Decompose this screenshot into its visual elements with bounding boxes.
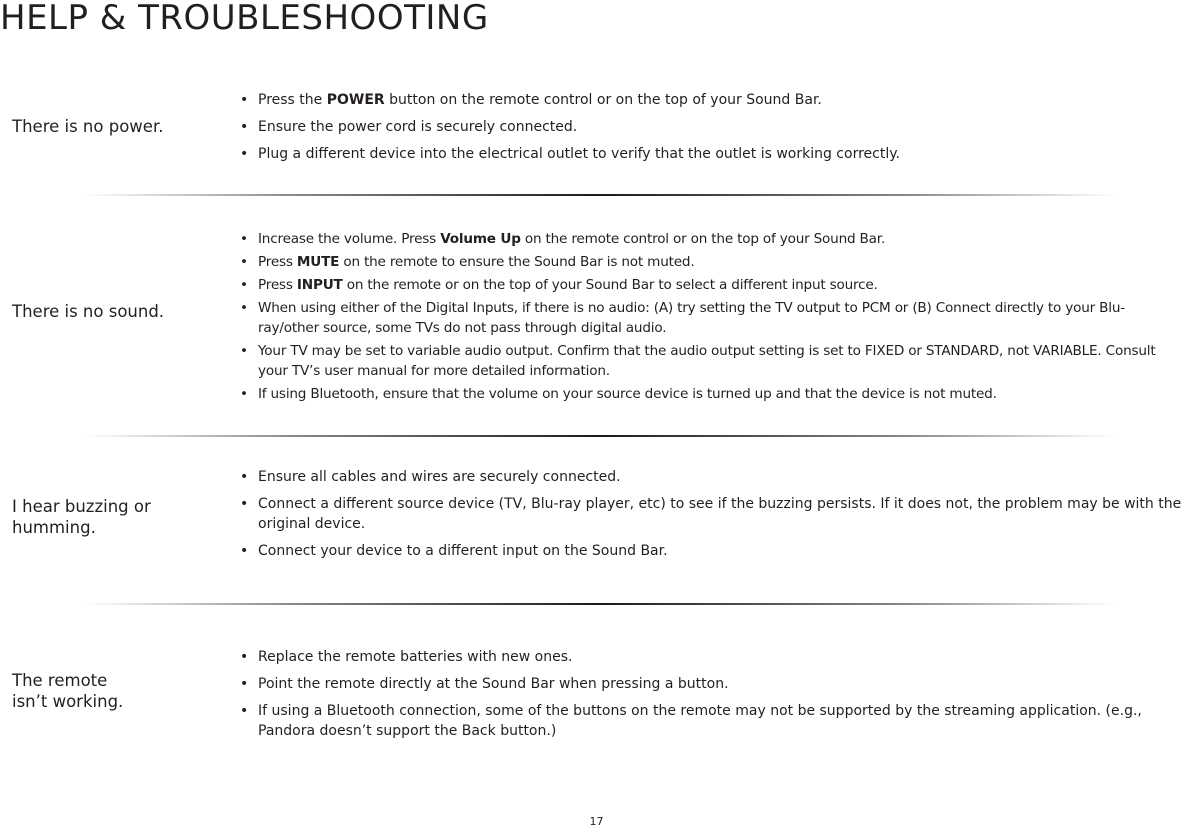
list-item: • Ensure the power cord is securely connected. bbox=[240, 119, 578, 135]
solutions-no-sound bbox=[232, 229, 1182, 407]
list-item: • Connect a different source device (TV, Blu-ray player, etc) to see if the buzzing persists. If it does not, the problem may be with the original device. bbox=[240, 496, 1182, 532]
list-item: • Press the POWER button on the remote control or on the top of your Sound Bar. bbox=[240, 92, 822, 108]
list-item: • Plug a different device into the electrical outlet to verify that the outlet is working correctly. bbox=[240, 146, 900, 162]
solutions-no-power bbox=[232, 90, 1192, 171]
problem-buzzing: I hear buzzing or humming. bbox=[12, 497, 151, 537]
list-item: • Ensure all cables and wires are securely connected. bbox=[240, 469, 621, 485]
problem-no-sound: There is no sound. bbox=[12, 302, 165, 321]
problem-remote-line1: The remote bbox=[12, 671, 108, 690]
list-item: • Connect your device to a different input on the Sound Bar. bbox=[240, 543, 668, 559]
list-item: • Increase the volume. Press Volume Up on the remote control or on the top of your Sound Bar. bbox=[240, 231, 886, 247]
solutions-buzzing bbox=[232, 467, 1192, 568]
list-item: • Point the remote directly at the Sound Bar when pressing a button. bbox=[240, 676, 729, 692]
section-divider bbox=[85, 435, 1115, 437]
problem-remote-line2: isn’t working. bbox=[12, 692, 124, 711]
list-item: • If using a Bluetooth connection, some of the buttons on the remote may not be supported by the streaming application. (e.g., Pandora doesn’t support the Back button.) bbox=[240, 703, 1142, 739]
list-item: • Replace the remote batteries with new ones. bbox=[240, 649, 573, 665]
list-item: • Press INPUT on the remote or on the top of your Sound Bar to select a different input source. bbox=[240, 277, 878, 293]
list-item: • Your TV may be set to variable audio output. Confirm that the audio output setting is set to FIXED or STANDARD, not VARIABLE. Consult your TV’s user manual for more detailed information. bbox=[240, 343, 1156, 379]
list-item: • Press MUTE on the remote to ensure the Sound Bar is not muted. bbox=[240, 254, 695, 270]
section-divider bbox=[85, 603, 1115, 605]
page-title: HELP & TROUBLESHOOTING bbox=[0, 0, 489, 38]
list-item: • When using either of the Digital Inputs, if there is no audio: (A) try setting the TV output to PCM or (B) Connect directly to your Blu-ray/other source, some TVs do not pass through digital audio. bbox=[240, 300, 1125, 336]
problem-remote bbox=[12, 670, 212, 712]
section-divider bbox=[85, 194, 1115, 196]
problem-no-power: There is no power. bbox=[12, 117, 164, 136]
list-item: • If using Bluetooth, ensure that the volume on your source device is turned up and that the device is not muted. bbox=[240, 386, 997, 402]
solutions-remote bbox=[232, 647, 1192, 748]
page-number: 17 bbox=[589, 815, 604, 828]
